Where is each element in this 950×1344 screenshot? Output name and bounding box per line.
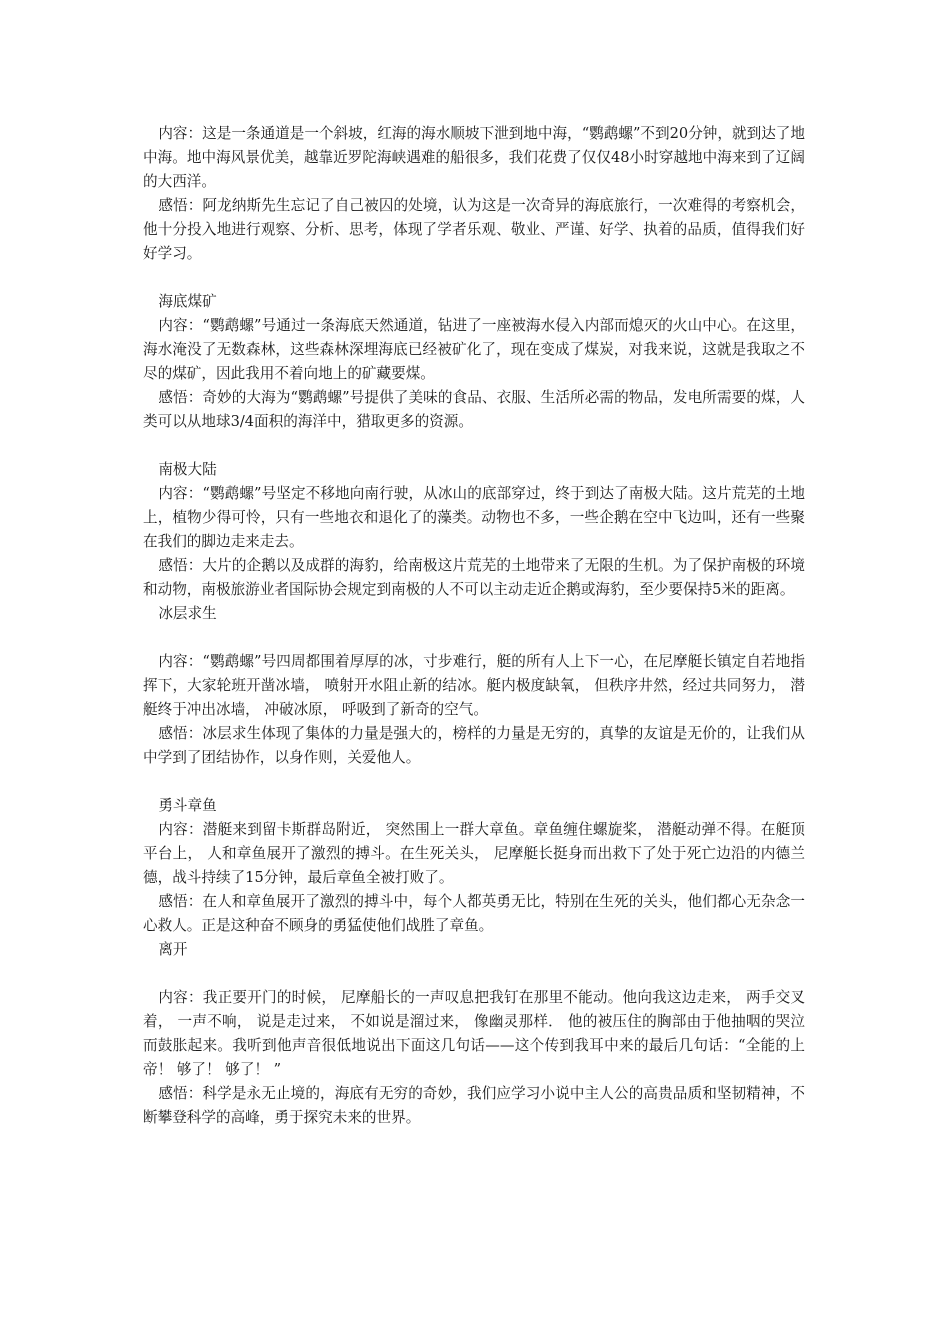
section-6-insight: 感悟：科学是永无止境的，海底有无穷的奇妙，我们应学习小说中主人公的高贵品质和坚韧精神，不断攀登科学的高峰，勇于探究未来的世界。 — [143, 1085, 805, 1126]
section-6-title: 离开 — [158, 941, 188, 958]
section-4-content: 内容：“鹦鹉螺”号四周都围着厚厚的冰，寸步难行，艇的所有人上下一心，在尼摩艇长镇定自若地指挥下，大家轮班开凿冰墙， 喷射开水阻止新的结冰。艇内极度缺氧， 但秩序井然，经过共同努力， 潜艇终于冲出冰墙， 冲破冰原， 呼吸到了新奇的空气。 — [143, 653, 805, 718]
section-5-content: 内容：潜艇来到留卡斯群岛附近， 突然围上一群大章鱼。章鱼缠住螺旋桨， 潜艇动弹不得。在艇顶平台上， 人和章鱼展开了激烈的搏斗。在生死关头， 尼摩艇长挺身而出救下了处于死亡边沿的内德兰德，战斗持续了15分钟，最后章鱼全被打败了。 — [143, 821, 805, 886]
section-2-title: 海底煤矿 — [158, 293, 217, 310]
section-4-title: 冰层求生 — [158, 605, 217, 622]
document-page — [143, 122, 805, 1130]
section-4-insight: 感悟：冰层求生体现了集体的力量是强大的，榜样的力量是无穷的，真挚的友谊是无价的，让我们从中学到了团结协作，以身作则，关爱他人。 — [143, 725, 805, 766]
section-6-content: 内容：我正要开门的时候， 尼摩船长的一声叹息把我钉在那里不能动。他向我这边走来， 两手交叉着， 一声不响， 说是走过来， 不如说是溜过来， 像幽灵那样． 他的被压住的胸部由于他抽咽的哭泣而鼓胀起来。我听到他声音很低地说出下面这几句话——这个传到我耳中来的最后几句话：“全能的上帝！ 够了！ 够了！ ” — [143, 989, 805, 1078]
section-3-content: 内容：“鹦鹉螺”号坚定不移地向南行驶，从冰山的底部穿过，终于到达了南极大陆。这片荒芜的土地上，植物少得可怜，只有一些地衣和退化了的藻类。动物也不多，一些企鹅在空中飞边叫，还有一些聚在我们的脚边走来走去。 — [143, 485, 805, 550]
section-1-insight: 感悟：阿龙纳斯先生忘记了自己被囚的处境，认为这是一次奇异的海底旅行，一次难得的考察机会，他十分投入地进行观察、分析、思考，体现了学者乐观、敬业、严谨、好学、执着的品质，值得我们好好学习。 — [143, 197, 805, 262]
section-5-insight: 感悟：在人和章鱼展开了激烈的搏斗中，每个人都英勇无比，特别在生死的关头，他们都心无杂念一心救人。正是这种奋不顾身的勇猛使他们战胜了章鱼。 — [143, 893, 805, 934]
section-3-insight: 感悟：大片的企鹅以及成群的海豹，给南极这片荒芜的土地带来了无限的生机。为了保护南极的环境和动物，南极旅游业者国际协会规定到南极的人不可以主动走近企鹅或海豹，至少要保持5米的距离。 — [143, 557, 805, 598]
section-1-content: 内容：这是一条通道是一个斜坡，红海的海水顺坡下泄到地中海，“鹦鹉螺”不到20分钟，就到达了地中海。地中海风景优美，越靠近罗陀海峡遇难的船很多，我们花费了仅仅48小时穿越地中海来到了辽阔的大西洋。 — [143, 125, 805, 190]
section-2-insight: 感悟：奇妙的大海为“鹦鹉螺”号提供了美味的食品、衣服、生活所必需的物品，发电所需要的煤，人类可以从地球3/4面积的海洋中，猎取更多的资源。 — [143, 389, 805, 430]
section-5-title: 勇斗章鱼 — [158, 797, 217, 814]
section-3-title: 南极大陆 — [158, 461, 217, 478]
section-2-content: 内容：“鹦鹉螺”号通过一条海底天然通道，钻进了一座被海水侵入内部而熄灭的火山中心。在这里，海水淹没了无数森林，这些森林深埋海底已经被矿化了，现在变成了煤炭，对我来说，这就是我取之不尽的煤矿，因此我用不着向地上的矿藏要煤。 — [143, 317, 805, 382]
